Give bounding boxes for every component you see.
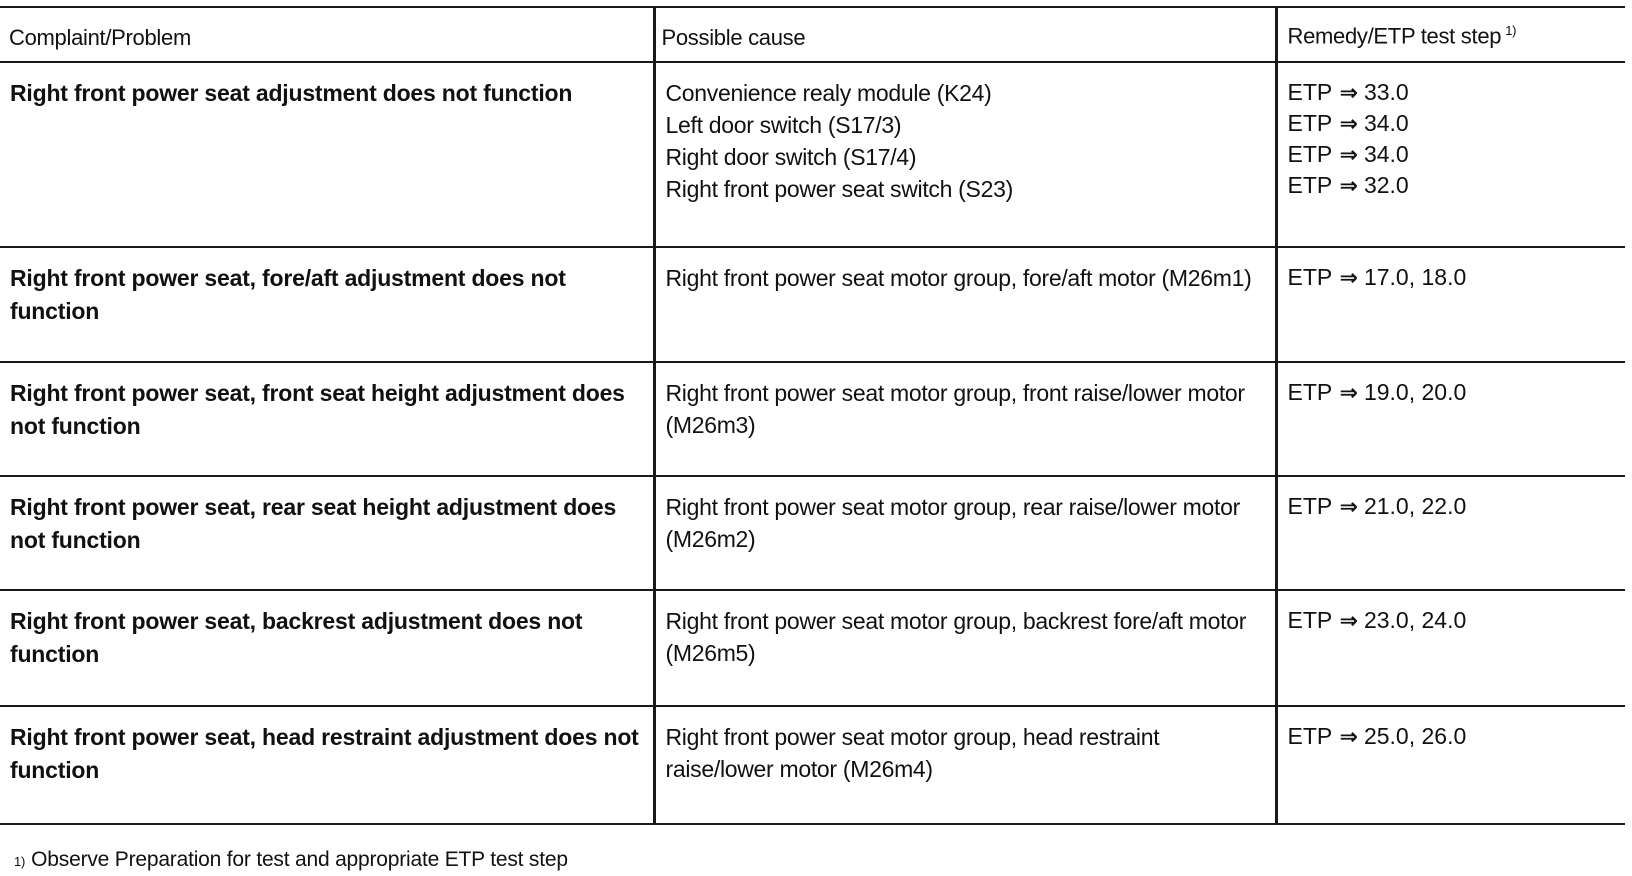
- problem-cell: [0, 362, 654, 476]
- remedy-line: [1288, 77, 1616, 108]
- etp-step-number: 34.0: [1363, 110, 1409, 136]
- etp-step-number: 17.0, 18.0: [1363, 264, 1467, 290]
- etp-label: ETP: [1287, 172, 1333, 198]
- remedy-line: [1288, 108, 1616, 139]
- etp-label: ETP: [1287, 607, 1333, 633]
- cause-text: Right front power seat motor group, fore/aft motor (M26m1): [665, 265, 1252, 291]
- double-arrow-right-icon: ⇒: [1339, 724, 1358, 749]
- cause-text: Left door switch (S17/3): [665, 112, 902, 138]
- header-possible-cause: Possible cause: [654, 7, 1276, 62]
- header-footnote-mark: 1): [1505, 23, 1517, 38]
- problem-text: Right front power seat, fore/aft adjustment does not function: [10, 265, 566, 324]
- remedy-line: [1288, 377, 1616, 408]
- etp-label: ETP: [1287, 493, 1333, 519]
- etp-step-number: 34.0: [1363, 141, 1409, 167]
- cause-text: Right front power seat motor group, head restraint raise/lower motor (M26m4): [665, 724, 1160, 782]
- remedy-line: [1288, 170, 1616, 201]
- cause-text: Right front power seat motor group, backrest fore/aft motor (M26m5): [665, 608, 1247, 666]
- problem-text: Right front power seat, rear seat height adjustment does not function: [10, 494, 617, 553]
- footnote-mark: 1): [14, 854, 26, 869]
- etp-step-number: 23.0, 24.0: [1363, 607, 1467, 633]
- double-arrow-right-icon: ⇒: [1339, 608, 1358, 633]
- problem-cell: [0, 247, 654, 362]
- diagnosis-table: [0, 6, 1625, 825]
- problem-cell: [0, 706, 654, 824]
- cause-cell: [654, 247, 1276, 362]
- etp-step-number: 33.0: [1363, 79, 1409, 105]
- etp-label: ETP: [1287, 379, 1333, 405]
- etp-label: ETP: [1287, 141, 1333, 167]
- cause-cell: [654, 362, 1276, 476]
- remedy-cell: [1276, 476, 1625, 590]
- remedy-cell: [1276, 706, 1625, 824]
- etp-step-number: 21.0, 22.0: [1363, 493, 1467, 519]
- cause-text: Right door switch (S17/4): [665, 144, 917, 170]
- table-header-row: [0, 7, 1625, 62]
- remedy-line: [1288, 721, 1616, 752]
- problem-text: Right front power seat, backrest adjustment does not function: [10, 608, 583, 667]
- problem-cell: [0, 476, 654, 590]
- double-arrow-right-icon: ⇒: [1339, 111, 1358, 136]
- cause-cell: [654, 590, 1276, 706]
- etp-label: ETP: [1287, 264, 1333, 290]
- table-body: [0, 62, 1625, 824]
- remedy-cell: [1276, 590, 1625, 706]
- problem-text: Right front power seat adjustment does not function: [10, 80, 573, 106]
- footnote-text: Observe Preparation for test and appropriate ETP test step: [31, 848, 568, 871]
- remedy-cell: [1276, 62, 1625, 247]
- cause-cell: [654, 706, 1276, 824]
- double-arrow-right-icon: ⇒: [1339, 494, 1358, 519]
- remedy-cell: [1276, 247, 1625, 362]
- etp-label: ETP: [1287, 79, 1333, 105]
- remedy-line: [1288, 262, 1616, 293]
- table-row: [0, 706, 1625, 824]
- table-row: [0, 362, 1625, 476]
- problem-cell: [0, 62, 654, 247]
- header-remedy: Remedy/ETP test step $^{1)}$: [1276, 7, 1625, 62]
- problem-text: Right front power seat, head restraint adjustment does not function: [10, 724, 639, 783]
- cause-text: Convenience realy module (K24): [665, 80, 992, 106]
- etp-step-number: 25.0, 26.0: [1363, 723, 1467, 749]
- remedy-cell: [1276, 362, 1625, 476]
- footnote: [14, 848, 568, 872]
- etp-step-number: 32.0: [1363, 172, 1409, 198]
- etp-label: ETP: [1287, 723, 1333, 749]
- double-arrow-right-icon: ⇒: [1339, 80, 1358, 105]
- cause-text: Right front power seat motor group, front raise/lower motor (M26m3): [665, 380, 1245, 438]
- double-arrow-right-icon: ⇒: [1339, 142, 1358, 167]
- table-row: [0, 247, 1625, 362]
- double-arrow-right-icon: ⇒: [1339, 173, 1358, 198]
- problem-text: Right front power seat, front seat height adjustment does not function: [10, 380, 625, 439]
- table-row: [0, 476, 1625, 590]
- cause-text: Right front power seat switch (S23): [665, 176, 1013, 202]
- double-arrow-right-icon: ⇒: [1339, 380, 1358, 405]
- table-row: [0, 590, 1625, 706]
- cause-cell: [654, 476, 1276, 590]
- etp-step-number: 19.0, 20.0: [1363, 379, 1467, 405]
- cause-text: Right front power seat motor group, rear raise/lower motor (M26m2): [665, 494, 1240, 552]
- remedy-line: [1288, 605, 1616, 636]
- table-row: [0, 62, 1625, 247]
- remedy-line: [1288, 491, 1616, 522]
- cause-cell: [654, 62, 1276, 247]
- remedy-line: [1288, 139, 1616, 170]
- etp-label: ETP: [1287, 110, 1333, 136]
- double-arrow-right-icon: ⇒: [1339, 265, 1358, 290]
- problem-cell: [0, 590, 654, 706]
- header-complaint-problem: Complaint/Problem: [0, 7, 654, 62]
